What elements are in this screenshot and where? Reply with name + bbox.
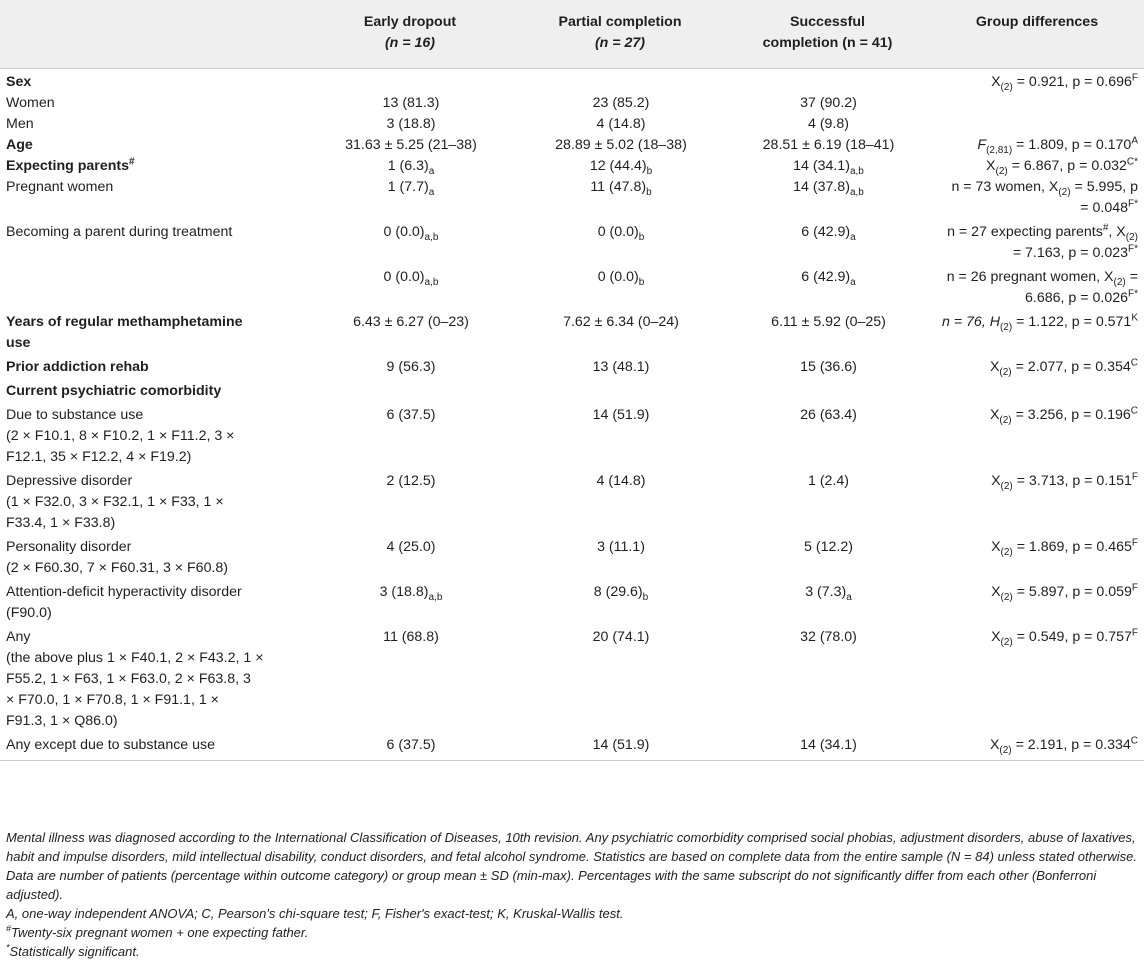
cell-adhd-early: 3 $(18.8)_{a,b}$ [379,584,443,603]
cell-anyexcept-successful: 14 (34.1) [725,735,930,761]
cell-years-partial: 7.62 ± 6.34 (0–24) [563,314,679,330]
label-becoming-parent: Becoming a parent during treatment [6,224,233,240]
cell-adhd-partial: 8 $(29.6)_b$ [593,584,649,603]
label-expecting-parents: Expecting parents# [6,156,135,174]
cell-anyexcept-partial: 14 (51.9) [515,735,725,761]
diff-becoming: n = 27 expecting parents#, $X_{(2)}$ = 7.163, $p = 0.023^{F*}$ [947,222,1138,261]
label-adhd: Attention-deficit hyperactivity disorder (F90.0) [6,584,242,621]
cell-substance-successful: 26 (63.4) [800,407,857,423]
label-any-except: Any except due to substance use [0,735,305,761]
header-group-differences: Group differences [930,0,1144,69]
header-partial-title: Partial completion [558,14,682,30]
cell-prior-early: 9 (56.3) [386,359,436,375]
cell-anyexcept-early: 6 (37.5) [305,735,515,761]
cell-becoming-early: 0 $(0.0)_{a,b}$ [383,224,439,243]
cell-personality-partial: 3 (11.1) [597,539,645,555]
cell-age-partial: 28.89 ± 5.02 (18–38) [555,137,687,153]
header-successful-sub: completion (n = 41) [762,35,893,51]
cell-years-successful: 6.11 ± 5.92 (0–25) [771,314,886,330]
cell-pregnant-partial: 11 $(47.8)_b$ [590,179,652,198]
cell-any-early: 11 (68.8) [383,629,439,645]
label-any: Any (the above plus 1 × F40.1, 2 × F43.2, 1 × F55.2, 1 × F63, 1 × F63.0, 2 × F63.8, 3 × F70.0, 1 × F70.8, 1 × F91.1, 1 × F91.3, 1 × Q86.0) [6,629,264,729]
cell-becoming-partial: 0 $(0.0)_b$ [597,224,645,243]
row-expecting-parents [0,156,1144,177]
cell-men-partial: 4 (14.8) [596,116,646,132]
footnote-significant: *Statistically significant. [6,942,140,959]
cell-expecting-successful: 14 $(34.1)_{a,b}$ [793,158,864,177]
cell-substance-partial: 14 (51.9) [592,407,650,423]
label-women: Women [6,95,55,111]
diff-sex: $X_{(2)} = 0.921$, $p = 0.696^F$ [991,72,1138,93]
cell-depressive-successful: 1 (2.4) [807,473,849,489]
footnote-description: Mental illness was diagnosed according to the International Classification of Diseases, 10th revision. Any psychiatric comorbidity comprised social phobias, adjustment disorders, abuse of laxatives, habit and impulse disorders, mild intellectual disability, conduct disorders, and fetal alcohol syndrome. Statistics are based on complete data from the entire sample (N = 84) unless stated otherwise. Data are number of patients (percentage within outcome category) or group mean ± SD (min-max). Percentages with the same subscript do not significantly differ from each other (Bonferroni adjusted). [6,830,1137,902]
row-becoming-parent [0,222,1144,264]
row-personality [0,537,1144,579]
cell-prior-partial: 13 (48.1) [592,359,650,375]
cell-becoming2-successful: 6 $(42.9)_a$ [801,269,856,288]
diff-prior: $X_{(2)} = 2.077$, $p = 0.354^C$ [989,357,1138,378]
header-partial-completion [515,0,725,69]
cell-prior-successful: 15 (36.6) [800,359,857,375]
cell-any-successful: 32 (78.0) [800,629,857,645]
header-successful-title: Successful [790,14,865,30]
row-prior-rehab [0,357,1144,378]
label-current-comorbidity: Current psychiatric comorbidity [6,383,222,399]
header-label [0,0,305,69]
diff-any: $X_{(2)} = 0.549$, $p = 0.757^F$ [991,627,1138,648]
cell-personality-early: 4 (25.0) [386,539,436,555]
row-age [0,135,1144,156]
cell-pregnant-early: 1 $(7.7)_a$ [387,179,435,198]
diff-expecting: $X_{(2)} = 6.867$, $p = 0.032^{C*}$ [986,156,1138,177]
cell-becoming-successful: 6 $(42.9)_a$ [801,224,856,243]
header-early-dropout [305,0,515,69]
cell-becoming2-partial: 0 $(0.0)_b$ [597,269,645,288]
label-sex: Sex [6,74,32,90]
cell-depressive-early: 2 (12.5) [386,473,436,489]
cell-becoming2-early: 0 $(0.0)_{a,b}$ [383,269,439,288]
diff-substance: $X_{(2)} = 3.256$, $p = 0.196^C$ [989,405,1138,426]
diff-personality: $X_{(2)} = 1.869$, $p = 0.465^F$ [991,537,1138,558]
header-early-n: (n = 16) [384,35,436,51]
cell-age-early: 31.63 ± 5.25 (21–38) [345,137,477,153]
diff-depressive: $X_{(2)} = 3.713$, $p = 0.151^F$ [991,471,1138,492]
cell-adhd-successful: 3 $(7.3)_a$ [805,584,852,603]
footnote-expecting: #Twenty-six pregnant women + one expecting father. [6,923,309,940]
header-partial-n: (n = 27) [594,35,646,51]
cell-any-partial: 20 (74.1) [592,629,650,645]
label-years-methamphetamine: Years of regular methamphetamine use [6,314,243,351]
table-footnotes [6,828,1140,961]
cell-women-successful: 37 (90.2) [800,95,857,111]
label-prior-rehab: Prior addiction rehab [6,359,149,375]
cell-expecting-early: 1 $(6.3)_a$ [387,158,435,177]
label-age: Age [6,137,33,153]
cell-years-early: 6.43 ± 6.27 (0–23) [353,314,469,330]
row-substance-use [0,405,1144,468]
label-pregnant-women: Pregnant women [6,179,114,195]
label-substance-use: Due to substance use (2 × F10.1, 8 × F10.2, 1 × F11.2, 3 × F12.1, 35 × F12.2, 4 × F19.2) [6,407,235,465]
header-early-title: Early dropout [363,14,457,30]
diff-years: n = 76, $H_{(2)} = 1.122$, $p = 0.571^K$ [941,312,1138,333]
cell-substance-early: 6 (37.5) [386,407,436,423]
row-women [0,93,1144,114]
diff-becoming2: n = 26 pregnant women, $X_{(2)}$ = 6.686, $p = 0.026^{F*}$ [946,269,1138,306]
row-sex [0,72,1144,93]
label-personality: Personality disorder (2 × F60.30, 7 × F60.31, 3 × F60.8) [6,539,229,576]
table-header-row [0,0,1144,69]
cell-pregnant-successful: 14 $(37.8)_{a,b}$ [793,179,864,198]
cell-depressive-partial: 4 (14.8) [596,473,646,489]
label-depressive: Depressive disorder (1 × F32.0, 3 × F32.1, 1 × F33, 1 × F33.4, 1 × F33.8) [6,473,224,531]
row-becoming-parent-2 [0,267,1144,309]
row-pregnant-women [0,177,1144,219]
cell-women-partial: 23 (85.2) [592,95,650,111]
diff-adhd: $X_{(2)} = 5.897$, $p = 0.059^F$ [991,582,1138,603]
cell-age-successful: 28.51 ± 6.19 (18–41) [762,137,895,153]
diff-anyexcept: $X_{(2)} = 2.191$, $p = 0.334^C$ [930,735,1144,761]
cell-women-early: 13 (81.3) [382,95,440,111]
header-successful-completion [725,0,930,69]
row-depressive [0,471,1144,534]
label-men: Men [6,116,34,132]
row-adhd [0,582,1144,624]
footnote-tests: A, one-way independent ANOVA; C, Pearson's chi-square test; F, Fisher's exact-test; K, Kruskal-Wallis test. [6,906,624,921]
cell-personality-successful: 5 (12.2) [804,539,853,555]
cell-expecting-partial: 12 $(44.4)_b$ [589,158,653,177]
cell-men-early: 3 (18.8) [386,116,436,132]
row-any [0,627,1144,732]
row-men [0,114,1144,135]
diff-age: $F_{(2,81)} = 1.809$, $p = 0.170^A$ [977,135,1138,156]
row-any-except [0,735,1144,761]
row-years-methamphetamine [0,312,1144,354]
row-current-comorbidity [0,381,1144,402]
diff-pregnant: n = 73 women, $X_{(2)} = 5.995$, p = $0.048^{F*}$ [951,179,1138,216]
cell-men-successful: 4 (9.8) [807,116,849,132]
